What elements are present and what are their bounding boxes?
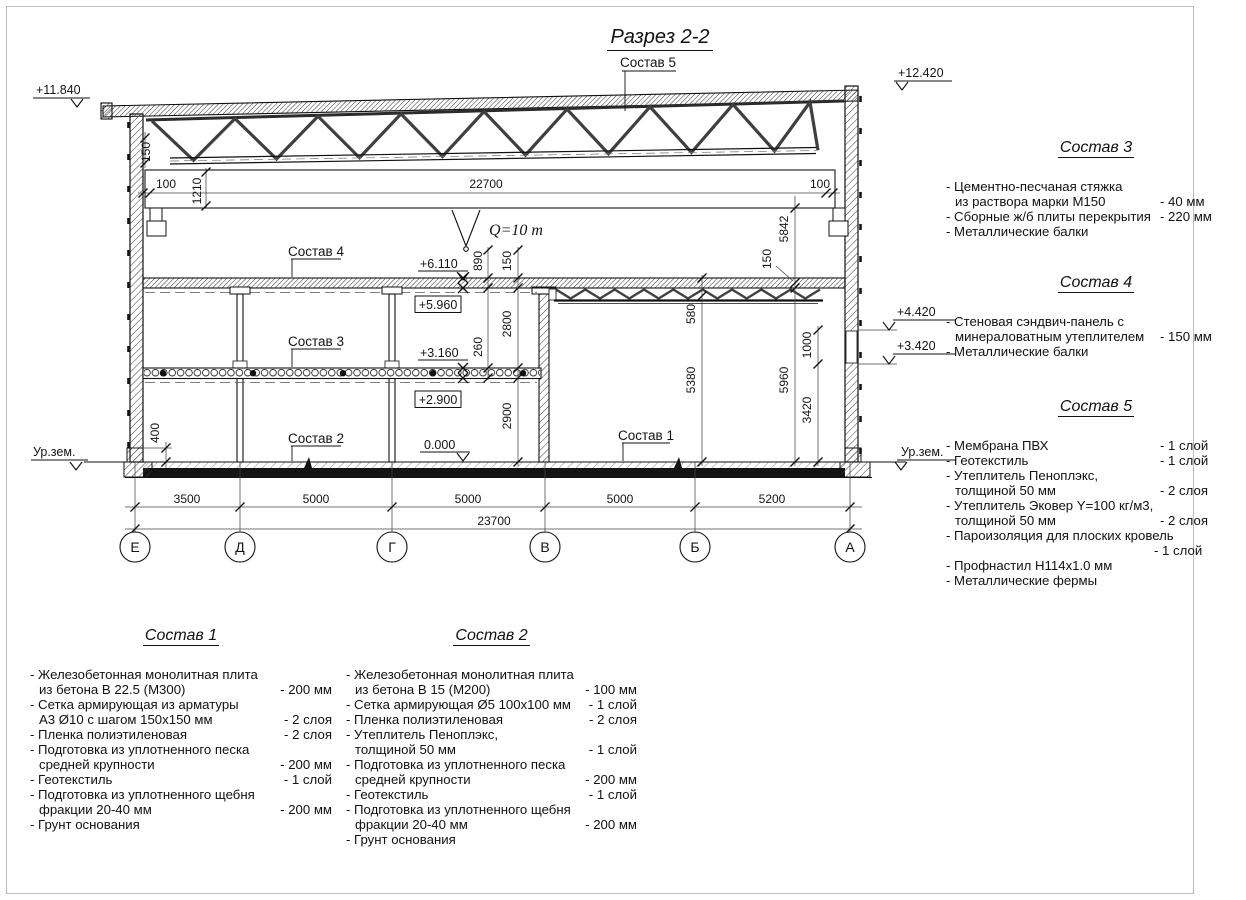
ground-slab xyxy=(84,457,906,478)
axis-label-e: Е xyxy=(130,539,140,555)
dim-150-joist: 150 xyxy=(760,248,774,270)
joist-truss xyxy=(554,290,823,304)
list-item: фракции 20-40 мм - 200 мм xyxy=(355,817,637,832)
elevation-arrow-icon xyxy=(70,462,82,470)
dim-22700: 22700 xyxy=(469,177,503,191)
total-dim: 23700 xyxy=(477,514,511,528)
list-item: - Геотекстиль - 1 слой xyxy=(346,787,637,802)
composition-4-title: Состав 4 xyxy=(1059,274,1133,291)
list-item: А3 Ø10 с шагом 150х150 мм - 2 слоя xyxy=(39,712,332,727)
callout-sostav1: Состав 1 xyxy=(618,428,674,443)
list-item: - Утеплитель Пеноплэкс, xyxy=(346,727,499,742)
elev-floor2-bottom: +5.960 xyxy=(418,298,458,312)
elev-roof-left: +11.840 xyxy=(36,83,81,97)
list-item: - Металлические балки xyxy=(946,344,1089,359)
elevation-arrow-icon xyxy=(895,462,907,470)
crane-bracket-right xyxy=(833,208,845,221)
bay-dim: 5000 xyxy=(606,492,634,506)
axis-bubbles xyxy=(120,532,865,562)
list-item: из бетона В 22.5 (М300) - 200 мм xyxy=(39,682,332,697)
list-item: - Геотекстиль - 1 слой xyxy=(30,772,332,787)
dim-3420: 3420 xyxy=(800,396,814,424)
crane-bracket-left xyxy=(150,208,162,221)
list-item: - Подготовка из уплотненного песка xyxy=(30,742,250,757)
list-item: средней крупности - 200 мм xyxy=(355,772,637,787)
bay-dimensions xyxy=(174,492,786,528)
crane-capacity-label: Q=10 т xyxy=(489,222,543,239)
bay-dim: 5200 xyxy=(758,492,786,506)
left-wall xyxy=(129,114,144,462)
callout-sostav2: Состав 2 xyxy=(288,431,344,446)
composition-5-title: Состав 5 xyxy=(1059,398,1133,415)
right-wall xyxy=(829,86,861,462)
composition-2-list xyxy=(346,627,637,847)
bay-dim: 5000 xyxy=(302,492,330,506)
list-item: - Утеплитель Пеноплэкс, xyxy=(946,468,1099,483)
crane-hook xyxy=(452,210,480,251)
bay-dim: 5000 xyxy=(454,492,482,506)
elev-floor1-bottom: +2.900 xyxy=(418,393,458,407)
list-item: - Подготовка из уплотненного песка xyxy=(346,757,566,772)
dim-260: 260 xyxy=(471,336,485,358)
composition-4-list xyxy=(946,274,1246,359)
list-item: средней крупности - 200 мм xyxy=(39,757,332,772)
list-item: - 1 слой xyxy=(1154,543,1203,558)
composition-5-list xyxy=(946,398,1246,588)
axis-label-b: Б xyxy=(690,539,700,555)
callout-sostav3: Состав 3 xyxy=(288,334,344,349)
list-item: из бетона В 15 (М200) - 100 мм xyxy=(355,682,637,697)
composition-2-title: Состав 2 xyxy=(455,627,528,644)
composition-1-list xyxy=(30,627,332,832)
dim-400: 400 xyxy=(148,422,162,444)
dim-150-roof: 150 xyxy=(139,141,153,163)
elevation-arrow-icon xyxy=(883,356,895,364)
elev-wall-lower: +3.420 xyxy=(897,339,936,353)
dim-890: 890 xyxy=(471,250,485,272)
list-item: - Металлические балки xyxy=(946,224,1089,239)
axis-label-d: Д xyxy=(235,539,245,555)
list-item: - Утеплитель Эковер Y=100 кг/м3, xyxy=(946,498,1154,513)
list-item: - Железобетонная монолитная плита xyxy=(346,667,574,682)
list-item: - Подготовка из уплотненного щебня xyxy=(346,802,571,817)
callout-sostav4: Состав 4 xyxy=(288,244,344,259)
elevation-marks xyxy=(31,66,956,470)
dim-580: 580 xyxy=(684,303,698,325)
footing-left xyxy=(124,448,152,477)
dim-1210: 1210 xyxy=(190,177,204,205)
composition-1-title: Состав 1 xyxy=(144,627,218,644)
list-item: - Мембрана ПВХ - 1 слой xyxy=(946,438,1209,453)
wall-panel-joint xyxy=(846,331,857,363)
list-item: - Сетка армирующая из арматуры xyxy=(30,697,239,712)
elevation-arrow-icon xyxy=(896,82,908,90)
axis-label-g: Г xyxy=(388,539,396,555)
axis-label-v: В xyxy=(540,539,550,555)
list-item: - Металлические фермы xyxy=(946,573,1098,588)
ground-level-right: Ур.зем. xyxy=(901,445,944,459)
list-item: - Цементно-песчаная стяжка xyxy=(946,179,1123,194)
bay-dim: 3500 xyxy=(173,492,201,506)
dim-5960: 5960 xyxy=(777,366,791,394)
dim-150-mid: 150 xyxy=(500,250,514,272)
list-item: толщиной 50 мм - 2 слоя xyxy=(955,513,1208,528)
page-title: Разрез 2-2 xyxy=(560,26,760,49)
dim-2900: 2900 xyxy=(500,402,514,430)
elevation-arrow-icon xyxy=(457,453,469,461)
elev-zero: 0.000 xyxy=(424,438,456,452)
dim-5380: 5380 xyxy=(684,366,698,394)
list-item: толщиной 50 мм - 1 слой xyxy=(355,742,637,757)
elev-roof-right: +12.420 xyxy=(898,66,944,80)
list-item: - Грунт основания xyxy=(30,817,140,832)
list-item: - Железобетонная монолитная плита xyxy=(30,667,258,682)
ground-level-left: Ур.зем. xyxy=(33,445,76,459)
elev-floor1-top: +3.160 xyxy=(420,346,459,360)
dim-5842: 5842 xyxy=(777,215,791,243)
footing-right xyxy=(840,448,870,477)
hollow-core-slab-3160 xyxy=(143,368,541,383)
elevation-arrow-icon xyxy=(883,322,895,330)
list-item: минераловатным утеплителем - 150 мм xyxy=(955,329,1212,344)
composition-3-list xyxy=(946,139,1246,239)
list-item: толщиной 50 мм - 2 слоя xyxy=(955,483,1208,498)
list-item: - Сетка армирующая Ø5 100х100 мм - 1 слой xyxy=(346,697,637,712)
dim-2800: 2800 xyxy=(500,310,514,338)
axis-label-a: А xyxy=(845,539,855,555)
elevation-arrow-icon xyxy=(71,99,83,107)
dim-1000: 1000 xyxy=(800,331,814,359)
list-item: - Пленка полиэтиленовая - 2 слоя xyxy=(30,727,332,742)
callout-sostav5: Состав 5 xyxy=(620,55,676,70)
list-item: - Профнастил Н114х1.0 мм xyxy=(946,558,1113,573)
list-item: фракции 20-40 мм - 200 мм xyxy=(39,802,332,817)
list-item: - Стеновая сэндвич-панель с xyxy=(946,314,1124,329)
elev-floor2-top: +6.110 xyxy=(420,257,458,271)
list-item: - Пленка полиэтиленовая - 2 слоя xyxy=(346,712,637,727)
composition-3-title: Состав 3 xyxy=(1059,139,1133,156)
dim-100-right: 100 xyxy=(809,177,831,191)
dim-100-left: 100 xyxy=(155,177,177,191)
list-item: - Сборные ж/б плиты перекрытия - 220 мм xyxy=(946,209,1212,224)
list-item: из раствора марки М150 - 40 мм xyxy=(955,194,1205,209)
list-item: - Подготовка из уплотненного щебня xyxy=(30,787,255,802)
list-item: - Пароизоляция для плоских кровель xyxy=(946,528,1174,543)
elev-wall-upper: +4.420 xyxy=(897,305,936,319)
list-item: - Геотекстиль - 1 слой xyxy=(946,453,1209,468)
list-item: - Грунт основания xyxy=(346,832,456,847)
